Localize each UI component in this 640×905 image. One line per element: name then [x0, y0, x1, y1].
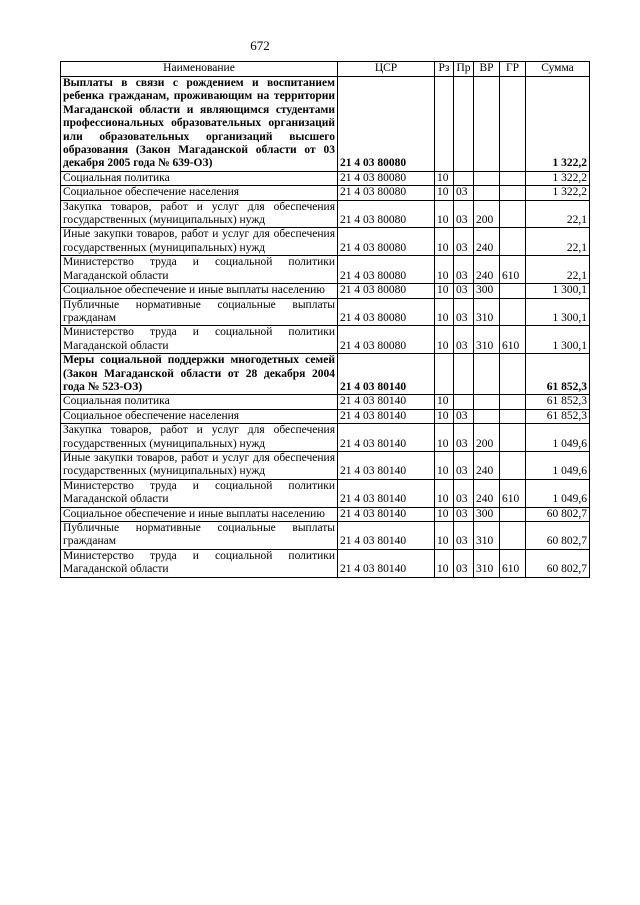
table-row [61, 186, 590, 200]
row-vr: 310 [474, 522, 500, 550]
header-name: Наименование [61, 62, 338, 77]
row-gr [500, 522, 526, 550]
header-pr: Пр [454, 62, 474, 77]
row-rz: 10 [435, 228, 454, 256]
row-rz: 10 [435, 284, 454, 298]
row-gr [500, 200, 526, 228]
row-csr: 21 4 03 80080 [338, 256, 435, 284]
header-gr: ГР [500, 62, 526, 77]
row-gr [500, 424, 526, 452]
table-header-row [61, 62, 590, 77]
row-gr: 610 [500, 326, 526, 354]
row-vr [474, 77, 500, 172]
row-pr: 03 [454, 522, 474, 550]
table-row [61, 479, 590, 507]
header-rz: Рз [435, 62, 454, 77]
row-sum: 1 300,1 [526, 326, 590, 354]
row-csr: 21 4 03 80080 [338, 298, 435, 326]
row-rz: 10 [435, 479, 454, 507]
row-rz: 10 [435, 256, 454, 284]
row-name: Публичные нормативные социальные выплаты гражданам [61, 522, 338, 550]
table-row [61, 409, 590, 423]
row-pr: 03 [454, 451, 474, 479]
row-rz [435, 354, 454, 395]
row-sum: 1 049,6 [526, 479, 590, 507]
row-sum: 1 322,2 [526, 171, 590, 185]
row-gr [500, 284, 526, 298]
row-rz: 10 [435, 451, 454, 479]
row-vr: 300 [474, 507, 500, 521]
row-vr: 310 [474, 298, 500, 326]
row-csr: 21 4 03 80140 [338, 354, 435, 395]
table-row [61, 522, 590, 550]
row-name: Министерство труда и социальной политики Магаданской области [61, 549, 338, 577]
row-gr [500, 409, 526, 423]
row-name: Публичные нормативные социальные выплаты гражданам [61, 298, 338, 326]
row-vr [474, 354, 500, 395]
row-sum: 1 049,6 [526, 451, 590, 479]
row-gr: 610 [500, 549, 526, 577]
row-pr: 03 [454, 409, 474, 423]
row-rz: 10 [435, 549, 454, 577]
table-row [61, 507, 590, 521]
row-pr: 03 [454, 298, 474, 326]
row-rz: 10 [435, 326, 454, 354]
row-vr [474, 186, 500, 200]
row-sum: 22,1 [526, 228, 590, 256]
row-vr: 300 [474, 284, 500, 298]
row-sum: 61 852,3 [526, 354, 590, 395]
table-row [61, 451, 590, 479]
row-name: Иные закупки товаров, работ и услуг для обеспечения государственных (муниципальных) нужд [61, 451, 338, 479]
row-sum: 61 852,3 [526, 395, 590, 409]
row-rz: 10 [435, 186, 454, 200]
row-gr [500, 186, 526, 200]
row-sum: 1 322,2 [526, 186, 590, 200]
row-name: Министерство труда и социальной политики Магаданской области [61, 256, 338, 284]
row-csr: 21 4 03 80080 [338, 200, 435, 228]
row-vr: 240 [474, 451, 500, 479]
row-pr: 03 [454, 479, 474, 507]
table-row [61, 424, 590, 452]
row-gr [500, 298, 526, 326]
row-vr [474, 395, 500, 409]
table-row [61, 200, 590, 228]
row-vr: 310 [474, 326, 500, 354]
table-row [61, 228, 590, 256]
row-gr [500, 507, 526, 521]
row-sum: 60 802,7 [526, 522, 590, 550]
row-csr: 21 4 03 80140 [338, 395, 435, 409]
row-rz: 10 [435, 409, 454, 423]
row-name: Министерство труда и социальной политики Магаданской области [61, 326, 338, 354]
table-row [61, 284, 590, 298]
row-csr: 21 4 03 80080 [338, 284, 435, 298]
row-pr: 03 [454, 507, 474, 521]
row-pr: 03 [454, 284, 474, 298]
row-pr: 03 [454, 424, 474, 452]
row-name: Социальная политика [61, 171, 338, 185]
row-sum: 61 852,3 [526, 409, 590, 423]
row-sum: 60 802,7 [526, 507, 590, 521]
page-number: 672 [250, 38, 270, 53]
row-name: Выплаты в связи с рождением и воспитанием ребенка гражданам, проживающим на территории Магаданской области и являющимся студентами профессиональных образовательных организаций или образовательных организаций высшего образования (Закон Магаданской области от 03 декабря 2005 года № 639-ОЗ) [61, 77, 338, 172]
header-sum: Сумма [526, 62, 590, 77]
row-name: Социальное обеспечение населения [61, 409, 338, 423]
row-gr [500, 451, 526, 479]
row-pr: 03 [454, 326, 474, 354]
row-vr: 200 [474, 200, 500, 228]
row-csr: 21 4 03 80140 [338, 479, 435, 507]
row-name: Социальная политика [61, 395, 338, 409]
row-sum: 1 049,6 [526, 424, 590, 452]
row-csr: 21 4 03 80140 [338, 549, 435, 577]
row-rz: 10 [435, 200, 454, 228]
table-row [61, 326, 590, 354]
row-csr: 21 4 03 80080 [338, 186, 435, 200]
row-vr: 200 [474, 424, 500, 452]
row-pr: 03 [454, 186, 474, 200]
row-sum: 22,1 [526, 256, 590, 284]
row-rz: 10 [435, 522, 454, 550]
row-vr [474, 171, 500, 185]
row-csr: 21 4 03 80140 [338, 424, 435, 452]
row-pr: 03 [454, 549, 474, 577]
row-vr [474, 409, 500, 423]
row-csr: 21 4 03 80140 [338, 507, 435, 521]
row-csr: 21 4 03 80080 [338, 77, 435, 172]
row-name: Закупка товаров, работ и услуг для обеспечения государственных (муниципальных) нужд [61, 424, 338, 452]
row-name: Закупка товаров, работ и услуг для обеспечения государственных (муниципальных) нужд [61, 200, 338, 228]
row-rz [435, 77, 454, 172]
row-rz: 10 [435, 424, 454, 452]
row-pr: 03 [454, 200, 474, 228]
table-row [61, 171, 590, 185]
row-name: Министерство труда и социальной политики Магаданской области [61, 479, 338, 507]
header-vr: ВР [474, 62, 500, 77]
table-row [61, 298, 590, 326]
row-csr: 21 4 03 80140 [338, 409, 435, 423]
table-row [61, 395, 590, 409]
row-rz: 10 [435, 171, 454, 185]
row-vr: 240 [474, 479, 500, 507]
row-sum: 1 322,2 [526, 77, 590, 172]
row-name: Иные закупки товаров, работ и услуг для обеспечения государственных (муниципальных) нужд [61, 228, 338, 256]
row-name: Меры социальной поддержки многодетных семей (Закон Магаданской области от 28 декабря 2004 года № 523-ОЗ) [61, 354, 338, 395]
row-gr: 610 [500, 479, 526, 507]
row-sum: 1 300,1 [526, 284, 590, 298]
row-gr [500, 228, 526, 256]
row-sum: 22,1 [526, 200, 590, 228]
row-pr [454, 77, 474, 172]
row-gr [500, 395, 526, 409]
row-rz: 10 [435, 507, 454, 521]
row-csr: 21 4 03 80140 [338, 451, 435, 479]
row-name: Социальное обеспечение населения [61, 186, 338, 200]
row-pr [454, 354, 474, 395]
row-sum: 60 802,7 [526, 549, 590, 577]
row-pr: 03 [454, 228, 474, 256]
row-csr: 21 4 03 80080 [338, 171, 435, 185]
table-row [61, 549, 590, 577]
row-pr: 03 [454, 256, 474, 284]
row-csr: 21 4 03 80080 [338, 326, 435, 354]
row-pr [454, 395, 474, 409]
budget-table [60, 61, 590, 578]
row-gr [500, 171, 526, 185]
row-sum: 1 300,1 [526, 298, 590, 326]
row-pr [454, 171, 474, 185]
table-row [61, 256, 590, 284]
header-csr: ЦСР [338, 62, 435, 77]
row-name: Социальное обеспечение и иные выплаты населению [61, 284, 338, 298]
row-gr [500, 77, 526, 172]
row-rz: 10 [435, 395, 454, 409]
row-rz: 10 [435, 298, 454, 326]
table-row [61, 77, 590, 172]
row-gr [500, 354, 526, 395]
row-csr: 21 4 03 80140 [338, 522, 435, 550]
row-vr: 310 [474, 549, 500, 577]
row-gr: 610 [500, 256, 526, 284]
row-vr: 240 [474, 256, 500, 284]
row-vr: 240 [474, 228, 500, 256]
row-csr: 21 4 03 80080 [338, 228, 435, 256]
row-name: Социальное обеспечение и иные выплаты населению [61, 507, 338, 521]
table-row [61, 354, 590, 395]
